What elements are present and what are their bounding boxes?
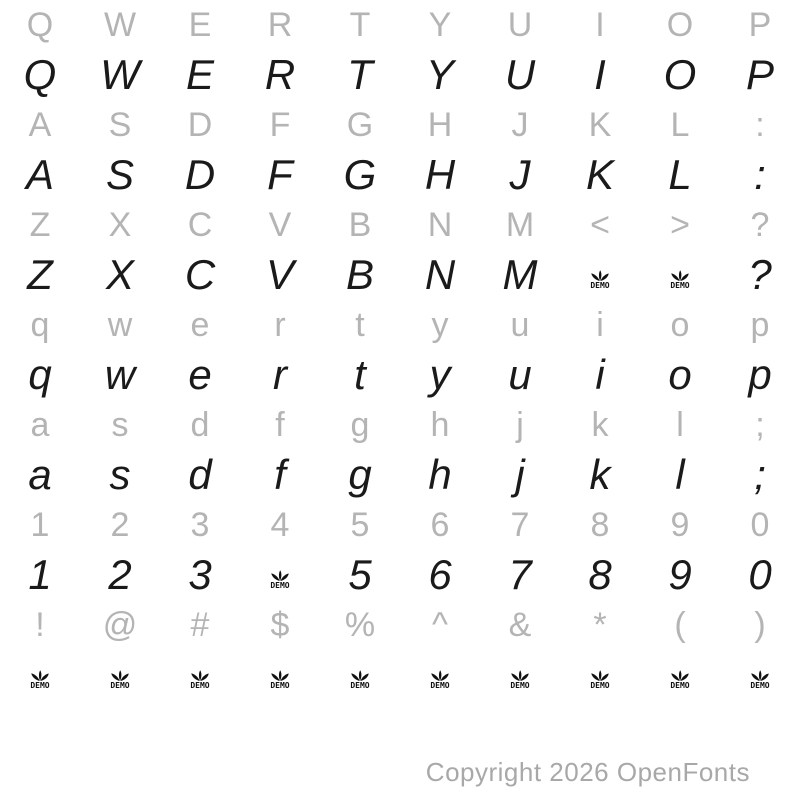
glyph-row-1-gray [0,0,800,50]
demo-glyph-mark [109,670,131,689]
glyph-row-10-black [0,450,800,500]
glyph-cell: 6 [430,506,450,544]
demo-glyph [240,650,320,700]
glyph-cell: Z [29,206,51,244]
glyph-cell: Q [26,6,54,44]
glyph-cell: 5 [350,506,370,544]
glyph-cell: @ [102,606,138,644]
glyph-cell: W [100,51,140,98]
glyph-cell: y [431,306,449,344]
glyph-cell: I [594,51,606,98]
glyph-cell: F [267,151,293,198]
glyph-cell: a [30,406,50,444]
glyph-cell: N [424,251,456,298]
glyph-cell: f [274,451,286,498]
glyph-cell: 9 [670,506,690,544]
glyph-cell: l [675,451,685,498]
glyph-cell: A [28,106,52,144]
glyph-cell: ; [755,406,765,444]
glyph-cell: A [25,151,54,198]
glyph-cell: 2 [110,506,130,544]
glyph-cell: w [107,306,133,344]
glyph-cell: P [745,51,774,98]
demo-glyph-mark [669,270,691,289]
glyph-cell: y [429,351,451,398]
glyph-cell: M [502,251,538,298]
glyph-cell: 3 [188,551,212,598]
glyph-row-13-gray [0,600,800,650]
glyph-cell: u [510,306,530,344]
glyph-cell: ! [35,606,45,644]
glyph-cell: 3 [190,506,210,544]
glyph-cell: h [430,406,450,444]
demo-glyph-mark [189,670,211,689]
demo-glyph [80,650,160,700]
demo-glyph [640,250,720,300]
glyph-cell: T [347,51,373,98]
glyph-cell: K [585,151,614,198]
demo-glyph-mark [29,670,51,689]
glyph-cell: s [109,451,131,498]
glyph-cell: 0 [748,551,772,598]
glyph-cell: u [508,351,532,398]
demo-glyph-label: DEMO [270,580,290,590]
demo-glyph-mark [349,670,371,689]
glyph-cell: i [595,351,605,398]
glyph-cell: e [188,351,212,398]
glyph-row-5-gray [0,200,800,250]
glyph-cell: o [670,306,690,344]
glyph-cell: X [105,251,134,298]
demo-glyph-label: DEMO [510,680,530,690]
glyph-cell: 8 [588,551,612,598]
glyph-row-7-gray [0,300,800,350]
demo-glyph-mark [269,670,291,689]
glyph-cell: t [355,306,365,344]
glyph-cell: d [190,406,210,444]
glyph-cell: U [504,51,536,98]
glyph-cell: D [187,106,213,144]
demo-glyph [560,650,640,700]
demo-glyph-mark [509,670,531,689]
glyph-cell: p [748,351,772,398]
glyph-cell: 0 [750,506,770,544]
glyph-cell: V [265,251,294,298]
glyph-cell: E [185,51,214,98]
glyph-cell: T [349,6,371,44]
glyph-cell: & [508,606,532,644]
glyph-cell: ? [750,206,770,244]
glyph-cell: 7 [510,506,530,544]
glyph-cell: f [275,406,285,444]
glyph-cell: M [505,206,535,244]
glyph-cell: L [670,106,690,144]
glyph-cell: F [269,106,291,144]
glyph-cell: 2 [108,551,132,598]
glyph-cell: e [190,306,210,344]
glyph-cell: ) [754,606,766,644]
demo-glyph-label: DEMO [750,680,770,690]
glyph-cell: J [509,151,531,198]
demo-glyph-mark [669,670,691,689]
glyph-cell: 9 [668,551,692,598]
glyph-cell: g [350,406,370,444]
glyph-cell: S [105,151,134,198]
glyph-cell: 5 [348,551,372,598]
demo-glyph [160,650,240,700]
glyph-cell: r [274,306,286,344]
glyph-cell: 1 [28,551,52,598]
demo-glyph-label: DEMO [30,680,50,690]
glyph-cell: U [507,6,533,44]
demo-glyph-mark [429,670,451,689]
glyph-row-2-black [0,50,800,100]
glyph-cell: G [343,151,377,198]
demo-glyph-label: DEMO [190,680,210,690]
glyph-cell: O [666,6,694,44]
demo-glyph-label: DEMO [670,680,690,690]
glyph-row-12-black [0,550,800,600]
glyph-cell: 7 [508,551,532,598]
glyph-cell: l [676,406,684,444]
copyright-watermark: Copyright 2026 OpenFonts [425,757,750,787]
glyph-row-9-gray [0,400,800,450]
glyph-row-11-gray [0,500,800,550]
glyph-cell: g [348,451,372,498]
glyph-cell: C [187,206,213,244]
glyph-cell: R [267,6,293,44]
glyph-cell: B [348,206,372,244]
glyph-cell: X [108,206,132,244]
glyph-cell: j [516,406,524,444]
glyph-cell: H [427,106,453,144]
glyph-cell: : [755,106,765,144]
glyph-cell: q [28,351,52,398]
demo-glyph [720,650,800,700]
demo-glyph-label: DEMO [350,680,370,690]
demo-glyph [240,550,320,600]
demo-glyph-mark [589,670,611,689]
glyph-row-3-gray [0,100,800,150]
demo-glyph-mark [269,570,291,589]
demo-glyph-label: DEMO [590,680,610,690]
glyph-cell: a [28,451,52,498]
glyph-cell: 6 [428,551,452,598]
demo-glyph [560,250,640,300]
glyph-cell: Y [425,51,454,98]
glyph-cell: p [750,306,770,344]
glyph-cell: D [184,151,216,198]
glyph-cell: 1 [30,506,50,544]
glyph-cell: O [663,51,697,98]
demo-glyph-label: DEMO [590,280,610,290]
glyph-cell: d [188,451,212,498]
glyph-cell: j [515,451,525,498]
demo-glyph-label: DEMO [430,680,450,690]
glyph-cell: L [668,151,692,198]
glyph-cell: N [427,206,453,244]
demo-glyph [400,650,480,700]
glyph-cell: W [103,6,137,44]
glyph-cell: 8 [590,506,610,544]
demo-glyph [0,650,80,700]
demo-glyph [320,650,400,700]
glyph-cell: S [108,106,132,144]
glyph-cell: B [345,251,374,298]
glyph-cell: Z [27,251,53,298]
glyph-cell: K [588,106,612,144]
glyph-cell: k [591,406,609,444]
glyph-cell: C [184,251,216,298]
demo-glyph-mark [589,270,611,289]
glyph-row-6-black [0,250,800,300]
glyph-cell: P [748,6,772,44]
glyph-cell: I [595,6,605,44]
glyph-cell: R [264,51,296,98]
glyph-cell: < [590,206,610,244]
glyph-cell: r [273,351,287,398]
glyph-cell: H [424,151,456,198]
glyph-row-8-black [0,350,800,400]
demo-glyph-label: DEMO [110,680,130,690]
demo-glyph-label: DEMO [270,680,290,690]
glyph-row-4-black [0,150,800,200]
glyph-cell: > [670,206,690,244]
glyph-cell: q [30,306,50,344]
glyph-cell: # [190,606,210,644]
glyph-cell: ^ [432,606,448,644]
glyph-cell: : [754,151,766,198]
glyph-cell: * [593,606,607,644]
glyph-cell: V [268,206,292,244]
glyph-cell: o [668,351,692,398]
glyph-cell: $ [270,606,290,644]
glyph-cell: G [346,106,374,144]
glyph-cell: Y [428,6,452,44]
glyph-cell: s [111,406,129,444]
glyph-cell: ? [748,251,772,298]
glyph-cell: ( [674,606,686,644]
glyph-cell: t [354,351,366,398]
glyph-row-14-black [0,650,800,700]
glyph-cell: h [428,451,452,498]
demo-glyph-label: DEMO [670,280,690,290]
demo-glyph-mark [749,670,771,689]
glyph-cell: ; [754,451,766,498]
glyph-cell: % [344,606,376,644]
glyph-cell: k [589,451,611,498]
glyph-cell: J [511,106,529,144]
glyph-cell: i [596,306,604,344]
glyph-cell: w [104,351,136,398]
glyph-cell: E [188,6,212,44]
demo-glyph [640,650,720,700]
glyph-cell: 4 [270,506,290,544]
demo-glyph [480,650,560,700]
glyph-cell: Q [23,51,57,98]
